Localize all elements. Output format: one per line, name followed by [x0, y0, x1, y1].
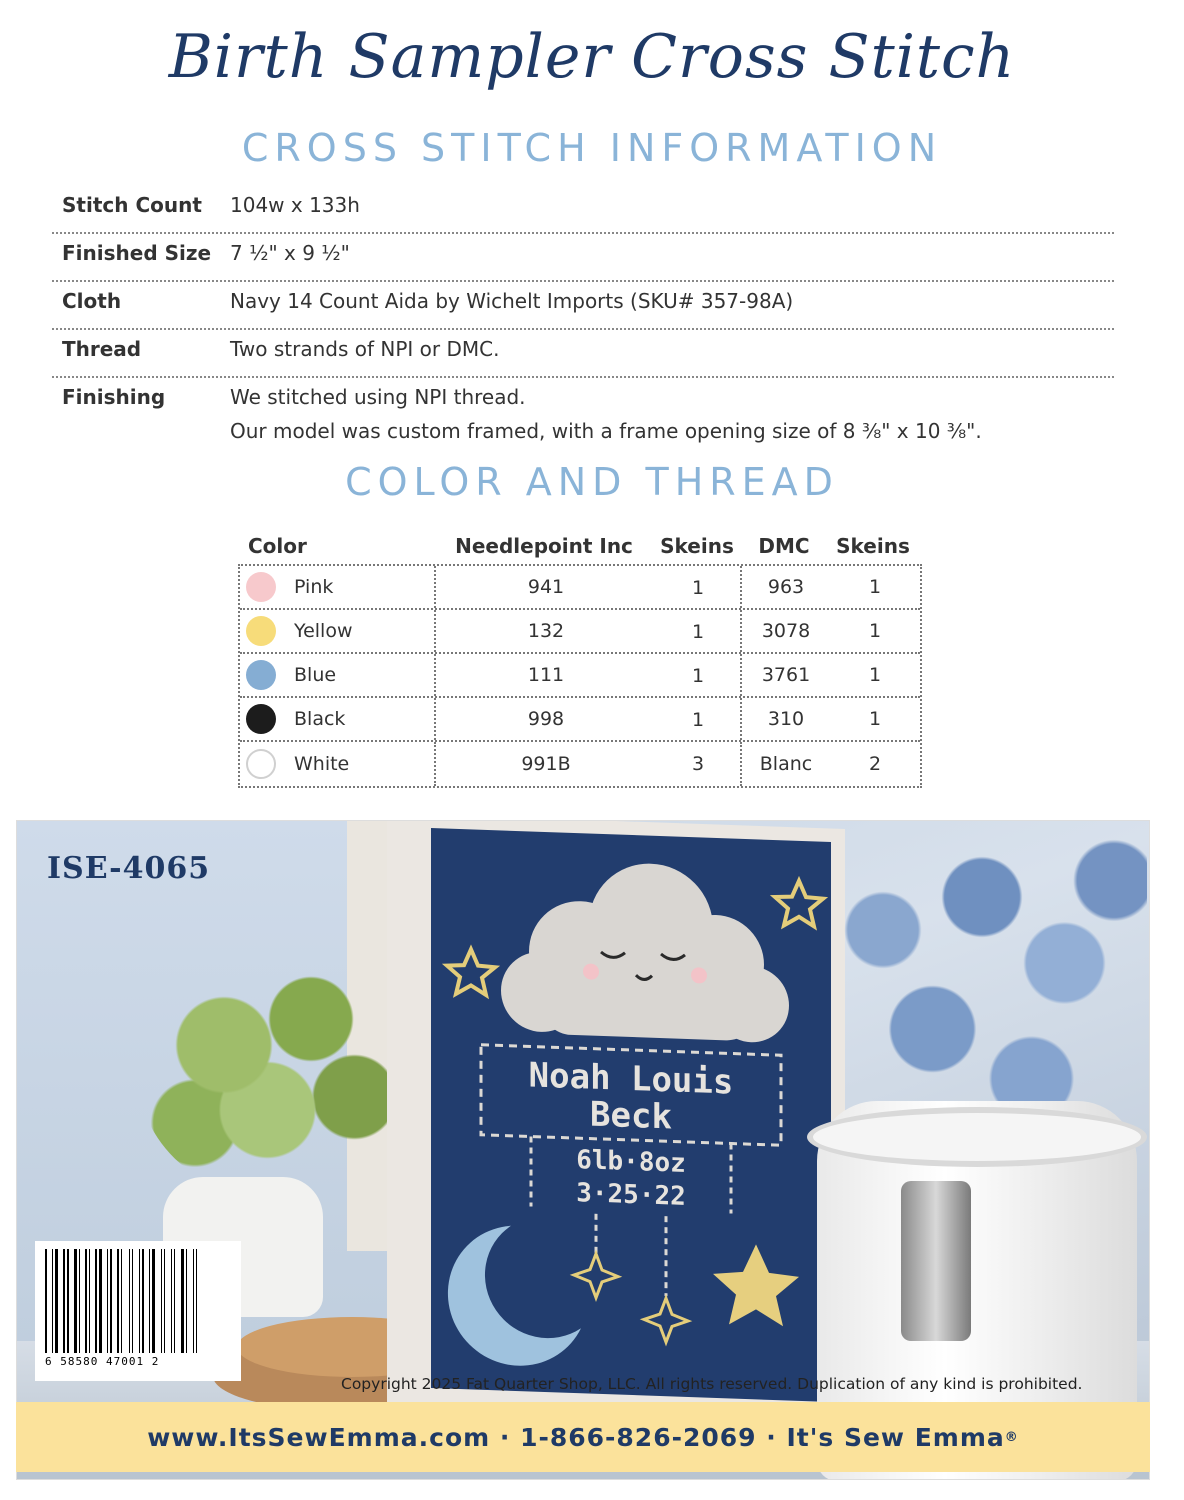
column-header-npi-skeins: Skeins — [660, 534, 734, 558]
moon-icon — [448, 1224, 581, 1368]
color-cell — [240, 566, 436, 608]
barcode-number: 6 58580 47001 2 — [45, 1355, 160, 1368]
info-value-line: Our model was custom framed, with a frame opening size of 8 ³⁄₈" x 10 ³⁄₈". — [230, 419, 982, 443]
info-value: Navy 14 Count Aida by Wichelt Imports (SKU# 357-98A) — [230, 289, 794, 313]
npi-number: 998 — [527, 708, 565, 730]
color-name: Blue — [294, 664, 337, 686]
barcode — [35, 1241, 241, 1381]
info-value: 7 ½" x 9 ½" — [230, 241, 350, 265]
npi-skeins: 3 — [656, 742, 742, 786]
info-label: Finished Size — [62, 241, 212, 265]
dmc-number: 3761 — [761, 664, 811, 686]
color-thread-table — [238, 528, 922, 788]
info-label: Thread — [62, 337, 142, 361]
color-name: Black — [294, 708, 346, 730]
info-row-stitch-count — [52, 186, 1114, 234]
npi-skeins: 1 — [656, 698, 742, 740]
info-label: Finishing — [62, 385, 166, 409]
stitched-sampler — [431, 828, 831, 1402]
column-header-dmc-skeins: Skeins — [836, 534, 910, 558]
color-thread-heading: COLOR AND THREAD — [345, 460, 839, 504]
cross-stitch-info-heading: CROSS STITCH INFORMATION — [241, 126, 943, 170]
info-value: Two strands of NPI or DMC. — [230, 337, 500, 361]
photo-eucalyptus-plant — [137, 941, 427, 1201]
photo-jar-clasp — [901, 1181, 971, 1341]
color-cell — [240, 610, 436, 652]
color-cell — [240, 742, 436, 786]
footer-phone: 1-866-826-2069 — [520, 1422, 757, 1452]
color-swatch-icon — [246, 660, 276, 690]
npi-skeins: 1 — [656, 654, 742, 696]
table-body — [238, 564, 922, 788]
photo-jar-rim — [807, 1107, 1147, 1167]
info-row-finishing — [52, 378, 1114, 458]
npi-skeins: 1 — [656, 610, 742, 652]
npi-number: 991B — [521, 753, 571, 775]
smiling-star-icon — [713, 1243, 799, 1327]
color-name: White — [294, 753, 350, 775]
trademark-symbol: ® — [1004, 1429, 1019, 1445]
table-row — [240, 654, 920, 698]
stitched-date: 3·25·22 — [576, 1178, 686, 1212]
table-row — [240, 610, 920, 654]
info-row-finished-size — [52, 234, 1114, 282]
barcode-icon — [45, 1249, 231, 1353]
info-label: Cloth — [62, 289, 122, 313]
dmc-skeins: 2 — [868, 753, 882, 775]
dmc-skeins: 1 — [868, 708, 882, 730]
stitched-name-line2: Beck — [590, 1094, 672, 1138]
page-title: Birth Sampler Cross Stitch — [168, 22, 1016, 92]
table-row — [240, 698, 920, 742]
footer-website-link[interactable]: www.ItsSewEmma.com — [147, 1422, 491, 1452]
dmc-skeins: 1 — [868, 620, 882, 642]
color-name: Pink — [294, 576, 334, 598]
color-name: Yellow — [294, 620, 353, 642]
dmc-skeins: 1 — [868, 576, 882, 598]
dmc-number: 310 — [767, 708, 805, 730]
info-label: Stitch Count — [62, 193, 202, 217]
color-swatch-icon — [246, 572, 276, 602]
table-row — [240, 742, 920, 786]
dmc-number: 963 — [767, 576, 805, 598]
cross-stitch-info-table — [52, 186, 1114, 458]
sparkle-icon — [574, 1253, 688, 1343]
color-cell — [240, 698, 436, 740]
info-row-cloth — [52, 282, 1114, 330]
footer-brand: It's Sew Emma — [786, 1422, 1005, 1452]
column-header-color: Color — [248, 534, 307, 558]
info-value: 104w x 133h — [230, 193, 360, 217]
footer-contact-bar — [16, 1402, 1150, 1472]
table-row — [240, 566, 920, 610]
dmc-skeins: 1 — [868, 664, 882, 686]
info-value-line: We stitched using NPI thread. — [230, 385, 526, 409]
info-row-thread — [52, 330, 1114, 378]
sku-label: ISE-4065 — [47, 851, 211, 886]
product-photo — [16, 820, 1150, 1480]
table-header — [238, 528, 922, 564]
npi-number: 111 — [527, 664, 565, 686]
color-swatch-icon — [246, 749, 276, 779]
footer-separator: · — [756, 1422, 787, 1452]
column-header-npi: Needlepoint Inc — [455, 534, 633, 558]
npi-number: 941 — [527, 576, 565, 598]
footer-separator: · — [490, 1422, 521, 1452]
color-swatch-icon — [246, 616, 276, 646]
color-swatch-icon — [246, 704, 276, 734]
npi-skeins: 1 — [656, 566, 742, 608]
info-value — [230, 380, 1104, 448]
cloud-icon — [501, 858, 789, 1043]
color-cell — [240, 654, 436, 696]
dmc-number: 3078 — [761, 620, 811, 642]
stitched-weight: 6lb·8oz — [576, 1145, 686, 1179]
copyright-notice: Copyright 2025 Fat Quarter Shop, LLC. All rights reserved. Duplication of any kind is prohibited. — [341, 1375, 1083, 1393]
column-header-dmc: DMC — [758, 534, 810, 558]
npi-number: 132 — [527, 620, 565, 642]
stitched-name-line1: Noah Louis — [528, 1055, 734, 1103]
dmc-number: Blanc — [759, 753, 813, 775]
